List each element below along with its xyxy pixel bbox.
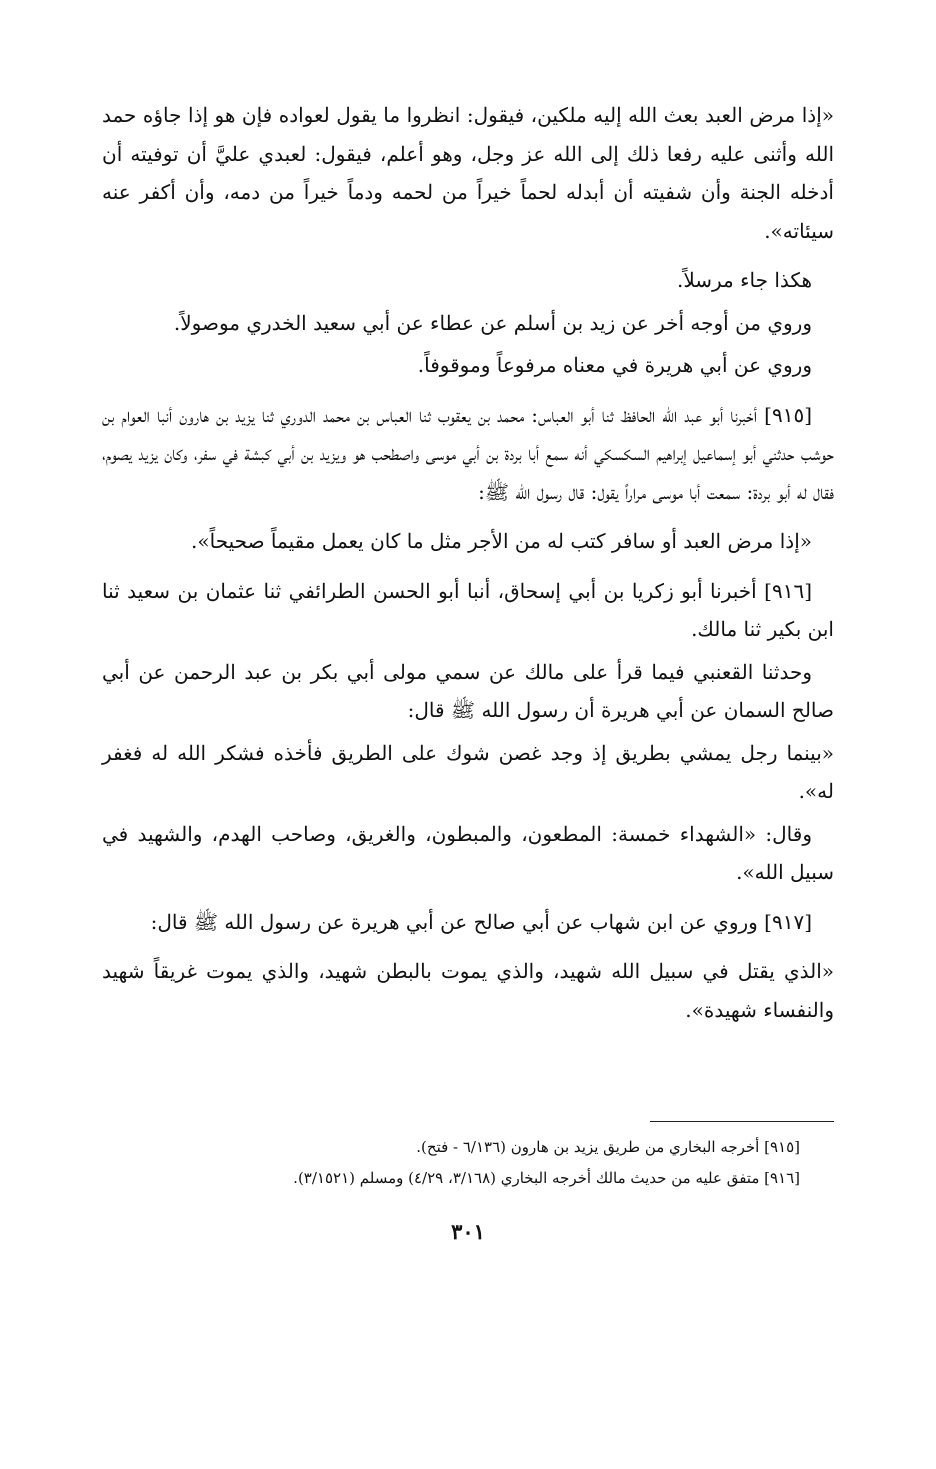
isnad-916-second: وحدثنا القعنبي فيما قرأ على مالك عن سمي مولى أبي بكر بن عبد الرحمن عن أبي صالح السمان عن أبي هريرة أن رسول الله ﷺ قال:: [102, 659, 834, 722]
footnote-divider: [650, 1121, 834, 1122]
footnote-915: [٩١٥] أخرجه البخاري من طريق يزيد بن هارون (٦/١٣٦ - فتح).: [416, 1138, 800, 1156]
hadith-text-1: «إذا مرض العبد بعث الله إليه ملكين، فيقول: انظروا ما يقول لعواده فإن هو إذا جاؤه حمد الله وأثنى عليه رفعا ذلك إلى الله عز وجل، وهو أعلم، فيقول: لعبدي عليَّ أن توفيته أن أدخله الجنة وأن شفيته أن أبدله لحماً خيراً من لحمه ودماً خيراً من دمه، وأن أكفر عنه سيئاته».: [102, 103, 834, 243]
hadith-text-915: «إذا مرض العبد أو سافر كتب له من الأجر مثل ما كان يعمل مقيماً صحيحاً».: [191, 529, 812, 553]
hadith-text-916-b: وقال: «الشهداء خمسة: المطعون، والمبطون، والغريق، وصاحب الهدم، والشهيد في سبيل الله».: [102, 821, 834, 884]
footnotes: [100, 1132, 800, 1194]
main-text: [102, 96, 834, 1029]
hadith-text-917: «الذي يقتل في سبيل الله شهيد، والذي يموت بالبطن شهيد، والذي يموت غريقاً شهيد والنفساء شهيدة».: [102, 959, 834, 1022]
note-mursal: هكذا جاء مرسلاً.: [676, 268, 812, 292]
footnote-916: [٩١٦] متفق عليه من حديث مالك أخرجه البخاري (٣/١٦٨، ٤/٢٩) ومسلم (٣/١٥٢١).: [293, 1169, 800, 1187]
note-mawsul: وروي من أوجه أخر عن زيد بن أسلم عن عطاء عن أبي سعيد الخدري موصولاً.: [173, 310, 812, 335]
isnad-916: [٩١٦] أخبرنا أبو زكريا بن أبي إسحاق، أنبا أبو الحسن الطرائفي ثنا عثمان بن سعيد ثنا ابن بكير ثنا مالك.: [102, 578, 834, 641]
isnad-915: [٩١٥] أخبرنا أبو عبد الله الحافظ ثنا أبو العباس: محمد بن يعقوب ثنا العباس بن محمد الدوري ثنا يزيد بن هارون أنبا العوام بن حوشب حدثني أبو إسماعيل إبراهيم السكسكي أنه سمع أبا بردة بن أبي موسى واصطحب هو ويزيد بن أبي كبشة في سفر، وكان يزيد يصوم، فقال له أبو بردة: سمعت أبا موسى مراراً يقول: قال رسول الله ﷺ:: [102, 402, 834, 504]
note-abu-hurayra: وروي عن أبي هريرة في معناه مرفوعاً وموقوفاً.: [417, 353, 812, 377]
isnad-917: [٩١٧] وروي عن ابن شهاب عن أبي صالح عن أبي هريرة عن رسول الله ﷺ قال:: [150, 909, 812, 934]
page-number: ٣٠١: [451, 1219, 485, 1244]
hadith-text-916-a: «بينما رجل يمشي بطريق إذ وجد غصن شوك على الطريق فأخذه فشكر الله له فغفر له».: [102, 740, 834, 803]
